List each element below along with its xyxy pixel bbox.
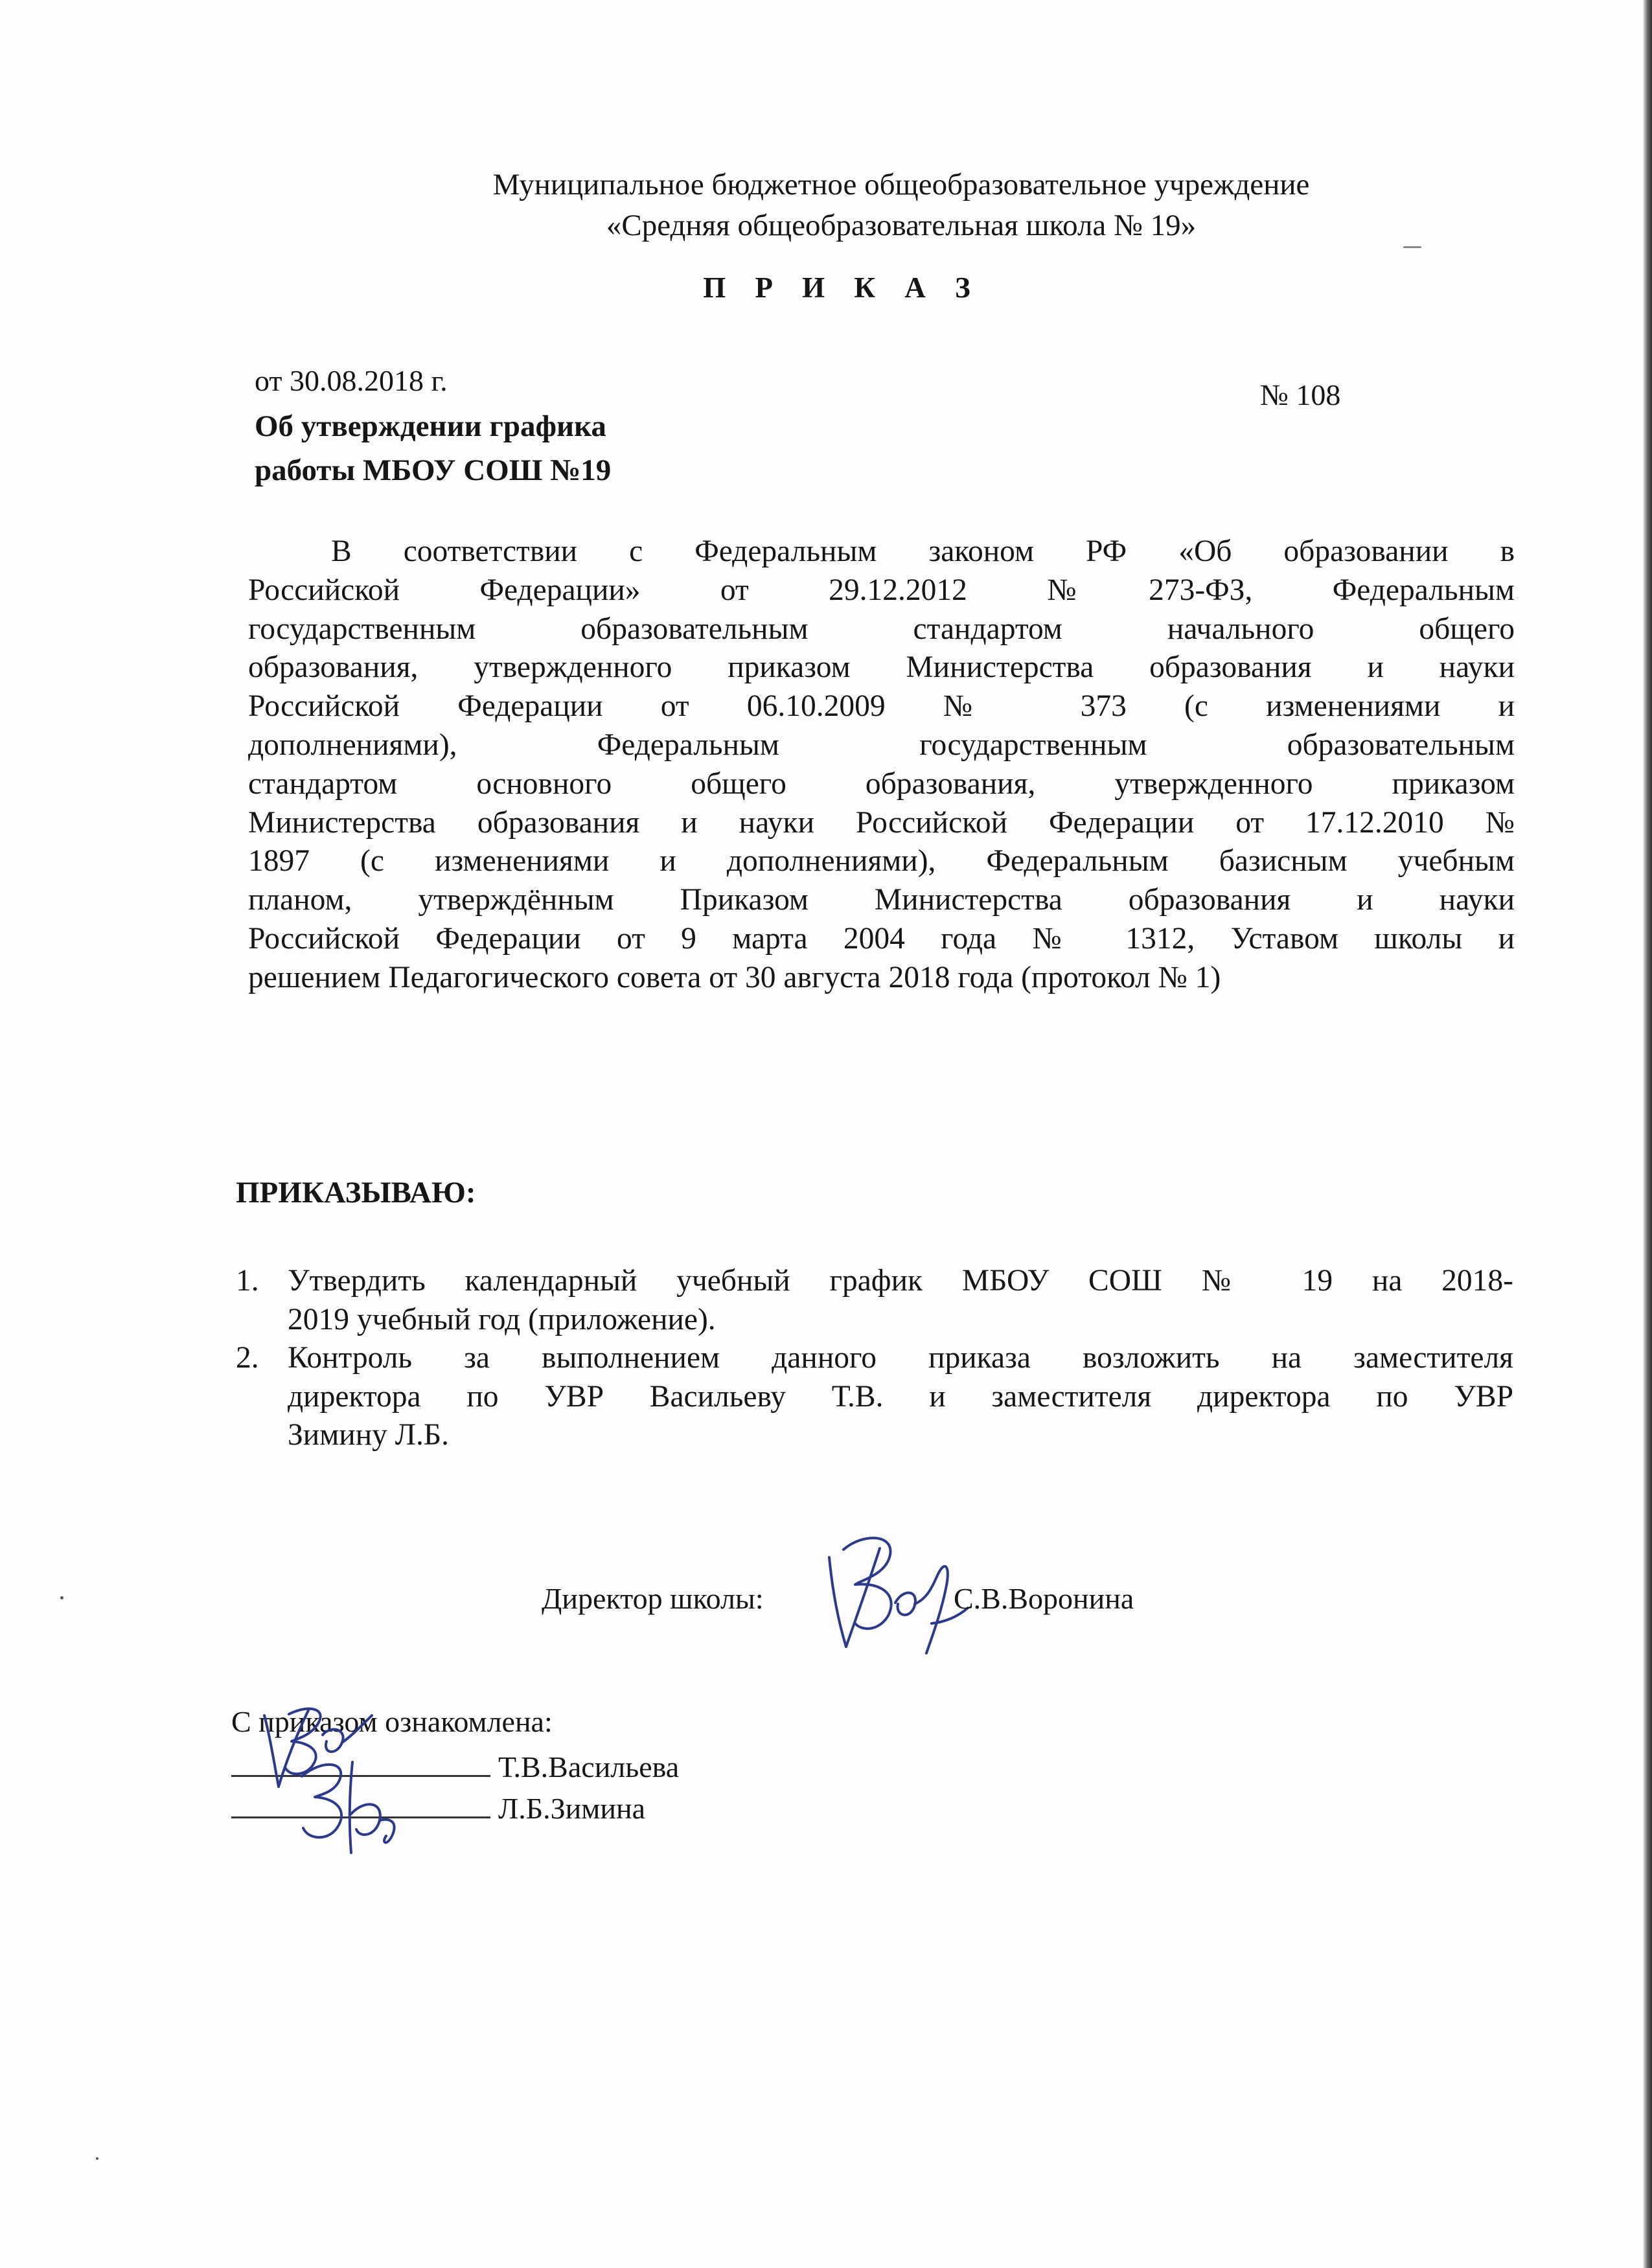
- preamble-text: [248, 533, 1515, 998]
- preamble-line: дополнениями), Федеральным государственным образовательным: [248, 727, 1515, 762]
- subject-line: Об утверждении графика: [255, 409, 606, 443]
- order-item: [236, 1339, 1513, 1455]
- director-signature: [818, 1526, 973, 1656]
- order-number: № 108: [1260, 378, 1341, 411]
- preamble-line: планом, утверждённым Приказом Министерства образования и науки: [248, 883, 1515, 917]
- item-number: 2.: [236, 1341, 259, 1375]
- acknowledgement-title: С приказом ознакомлена:: [231, 1705, 553, 1738]
- scan-edge-shadow: [1643, 0, 1652, 2268]
- item-line: директора по УВР Васильеву Т.В. и заместителя директора по УВР: [288, 1379, 1513, 1414]
- preamble-line: Российской Федерации от 06.10.2009 № 373 (с изменениями и: [248, 689, 1515, 724]
- director-name: С.В.Воронина: [954, 1582, 1134, 1615]
- item-line: Утвердить календарный учебный график МБОУ СОШ № 19 на 2018-: [288, 1264, 1513, 1298]
- preamble-line: Российской Федерации» от 29.12.2012 №273-ФЗ, Федеральным: [248, 573, 1515, 607]
- zimina-signature: [289, 1749, 419, 1859]
- preamble-line: В соответствии с Федеральным законом РФ «Об образовании в: [331, 534, 1515, 568]
- item-line: Зимину Л.Б.: [288, 1418, 449, 1452]
- decree-heading: ПРИКАЗЫВАЮ:: [236, 1176, 476, 1209]
- organization-name: Муниципальное бюджетное общеобразовательное учреждение: [492, 168, 1310, 201]
- order-subject: [255, 404, 611, 492]
- document-title: П Р И К А З: [703, 271, 981, 304]
- scan-speck: [60, 1596, 63, 1599]
- subject-line: работы МБОУ СОШ №19: [255, 453, 612, 487]
- order-items: [236, 1262, 1513, 1455]
- scan-speck: [1403, 246, 1421, 248]
- order-item: [236, 1262, 1513, 1339]
- preamble-line: стандартом основного общего образования, утвержденного приказом: [248, 766, 1515, 801]
- item-line: 2019 учебный год (приложение).: [288, 1302, 716, 1336]
- scan-speck: [96, 2157, 98, 2160]
- preamble-line: 1897 (с изменениями и дополнениями), Федеральным базисным учебным: [248, 844, 1515, 878]
- preamble-line: государственным образовательным стандартом начального общего: [248, 612, 1515, 646]
- item-number: 1.: [236, 1264, 259, 1298]
- signer-name: Л.Б.Зимина: [498, 1792, 646, 1825]
- preamble-line: Российской Федерации от 9 марта 2004 года № 1312, Уставом школы и: [248, 921, 1515, 956]
- school-name: «Средняя общеобразовательная школа № 19»: [606, 209, 1197, 242]
- order-date: от 30.08.2018 г.: [255, 364, 448, 397]
- preamble-line: образования, утвержденного приказом Министерства образования и науки: [248, 650, 1515, 685]
- item-line: Контроль за выполнением данного приказа возложить на заместителя: [288, 1341, 1513, 1375]
- preamble-line: решением Педагогического совета от 30 августа 2018 года (протокол № 1): [248, 960, 1221, 994]
- signer-name: Т.В.Васильева: [498, 1750, 680, 1783]
- director-label: Директор школы:: [542, 1582, 764, 1615]
- preamble-line: Министерства образования и науки Российской Федерации от 17.12.2010 №: [248, 805, 1515, 840]
